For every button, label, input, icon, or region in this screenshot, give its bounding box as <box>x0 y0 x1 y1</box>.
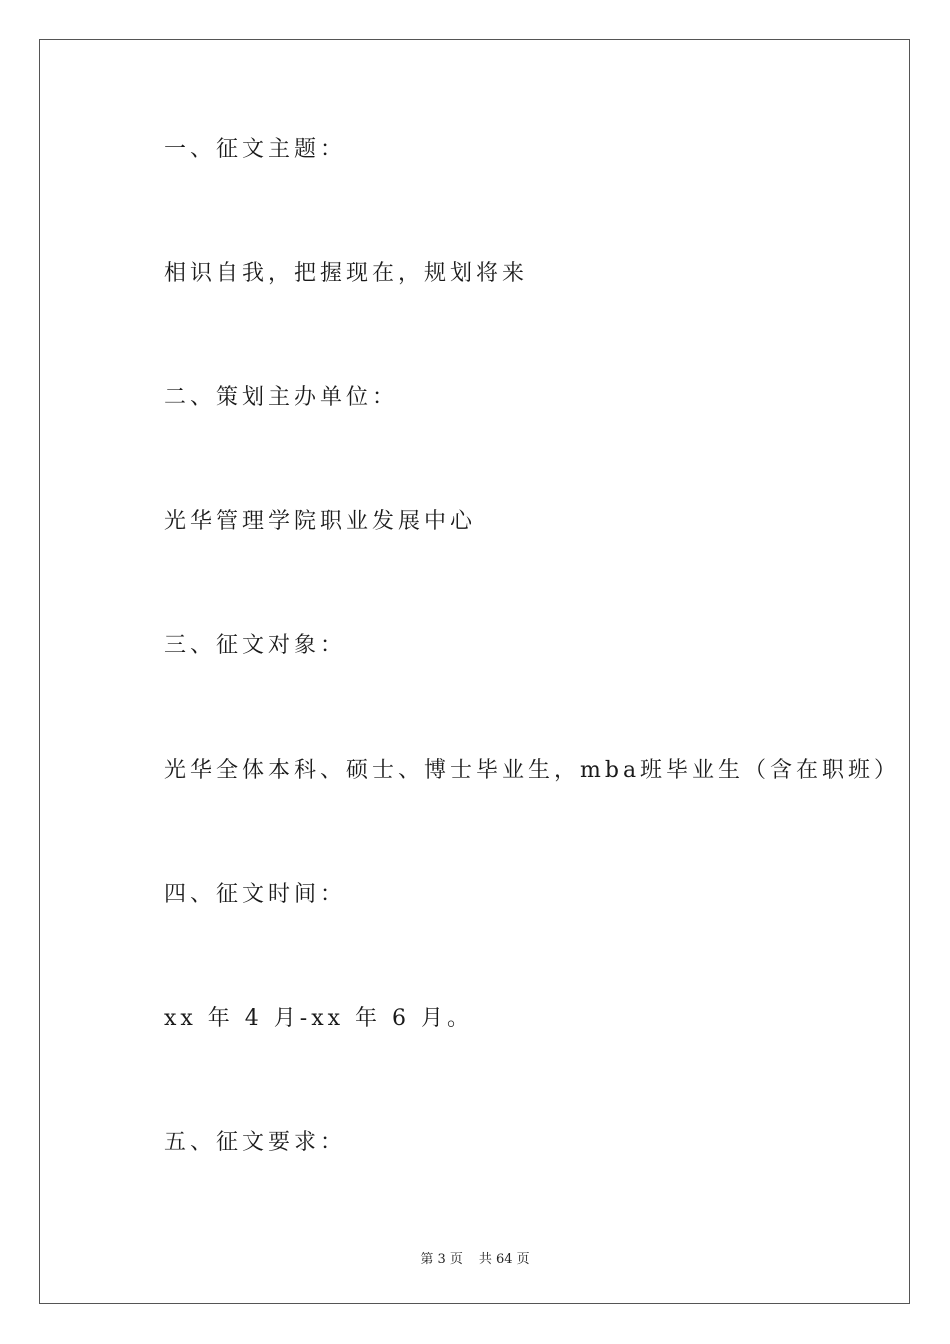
page-footer <box>0 1248 950 1267</box>
section-heading-theme: 一、征文主题： <box>164 137 347 162</box>
section-heading-time: 四、征文时间： <box>164 882 347 907</box>
time-text: xx 年 4 月-xx 年 6 月。 <box>164 1006 474 1031</box>
audience-text: 光华全体本科、硕士、博士毕业生，mba班毕业生（含在职班） <box>164 758 901 783</box>
section-heading-requirements: 五、征文要求： <box>164 1130 347 1155</box>
organizer-text: 光华管理学院职业发展中心 <box>164 509 477 534</box>
section-heading-audience: 三、征文对象： <box>164 633 347 658</box>
page-number-total: 共 64 页 <box>478 1252 530 1267</box>
page-number-current: 第 3 页 <box>420 1252 463 1267</box>
section-heading-organizer: 二、策划主办单位： <box>164 385 399 410</box>
page-border <box>39 39 910 1304</box>
theme-text: 相识自我，把握现在，规划将来 <box>164 261 529 286</box>
